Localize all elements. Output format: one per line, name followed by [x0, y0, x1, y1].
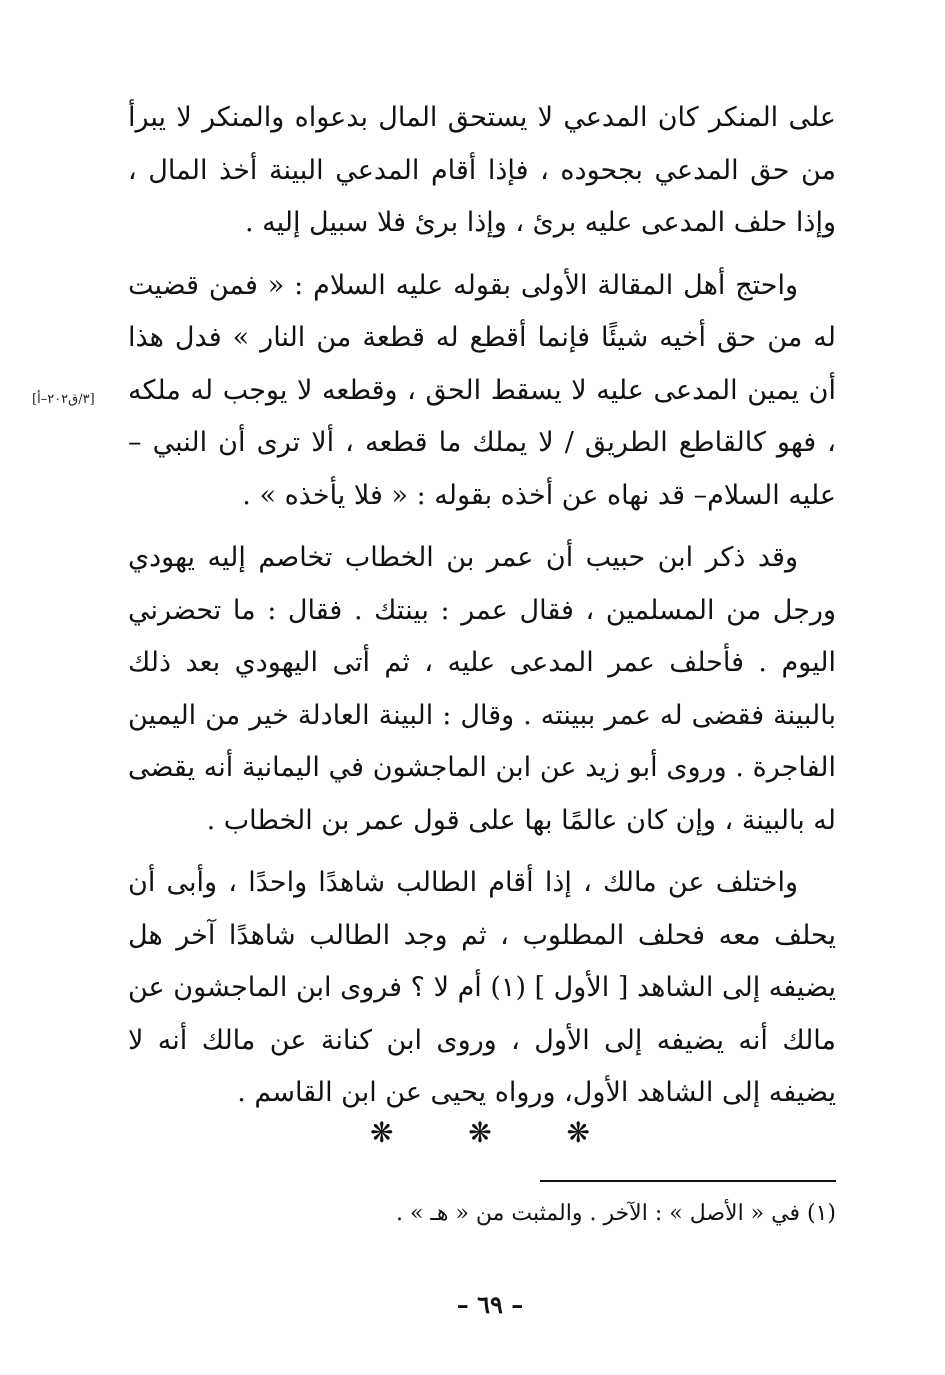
- asterism-icon: ❋: [566, 1116, 590, 1149]
- paragraph-3: وقد ذكر ابن حبيب أن عمر بن الخطاب تخاصم إليه يهودي ورجل من المسلمين ، فقال عمر : بينتك . فقال : ما تحضرني اليوم . فأحلف عمر المدعى عليه ، ثم أتى اليهودي بعد ذلك بالبينة فقضى له عمر ببينته . وقال : البينة العادلة خير من اليمين الفاجرة . وروى أبو زيد عن ابن الماجشون في اليمانية أنه يقضى له بالبينة ، وإن كان عالمًا بها على قول عمر بن الخطاب .: [128, 542, 836, 836]
- asterism-icon: ❋: [370, 1116, 394, 1149]
- main-text: [128, 92, 836, 1130]
- footnote-divider: [540, 1180, 836, 1182]
- manuscript-folio-note: [٣/ق٢٠٢–أ]: [32, 392, 95, 407]
- paragraph-4: واختلف عن مالك ، إذا أقام الطالب شاهدًا واحدًا ، وأبى أن يحلف معه فحلف المطلوب ، ثم وجد الطالب شاهدًا آخر هل يضيفه إلى الشاهد [ الأول ] (١) أم لا ؟ فروى ابن الماجشون عن مالك أنه يضيفه إلى الأول ، وروى ابن كنانة عن مالك أنه لا يضيفه إلى الشاهد الأول، ورواه يحيى عن ابن القاسم .: [128, 867, 837, 1108]
- asterism-icon: ❋: [468, 1116, 492, 1149]
- footnote: (١) في « الأصل » : الآخر . والمثبت من « هـ » .: [395, 1201, 836, 1226]
- section-separator: [370, 1118, 590, 1148]
- paragraph-1: على المنكر كان المدعي لا يستحق المال بدعواه والمنكر لا يبرأ من حق المدعي بجحوده ، فإذا أقام المدعي البينة أخذ المال ، وإذا حلف المدعى عليه برئ ، وإذا برئ فلا سبيل إليه .: [128, 102, 836, 238]
- paragraph-2: واحتج أهل المقالة الأولى بقوله عليه السلام : « فمن قضيت له من حق أخيه شيئًا فإنما أقطع له قطعة من النار » فدل هذا أن يمين المدعى عليه لا يسقط الحق ، وقطعه لا يوجب له ملكه ، فهو كالقاطع الطريق / لا يملك ما قطعه ، ألا ترى أن النبي – عليه السلام– قد نهاه عن أخذه بقوله : « فلا يأخذه » .: [128, 269, 836, 511]
- page-number: – ٦٩ –: [456, 1290, 524, 1319]
